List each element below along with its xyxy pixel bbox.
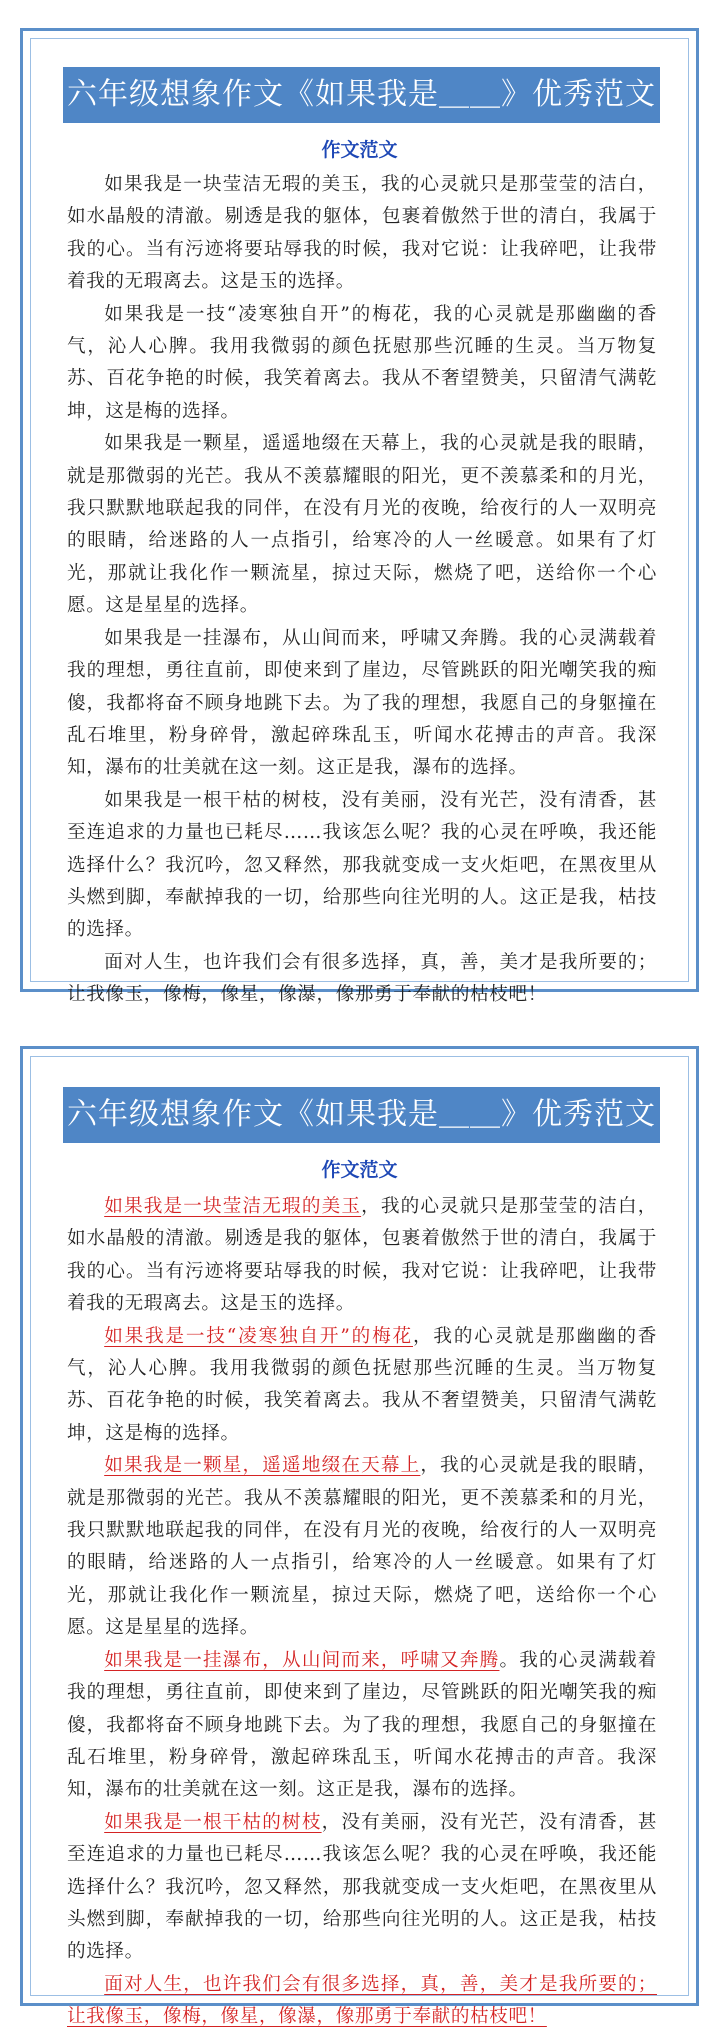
highlighted-lead: 面对人生，也许我们会有很多选择，真，善，美才是我所要的；让我像玉，像梅，像星，像瀑，像那勇于奉献的枯枝吧！	[67, 1973, 657, 2028]
paragraph-conclusion	[67, 1969, 657, 2034]
paragraph-star	[67, 428, 657, 622]
paragraph-rest: ，我的心灵就是那幽幽的香气，沁人心脾。我用我微弱的颜色抚慰那些沉睡的生灵。当万物复苏、百花争艳的时候，我笑着离去。我从不奢望赞美，只留清气满乾坤，这是梅的选择。	[67, 303, 657, 422]
paragraph-lead: 如果我是一颗星，遥遥地缀在天幕上	[104, 433, 421, 455]
paragraph-waterfall	[67, 623, 657, 785]
paragraph-waterfall	[67, 1645, 657, 1807]
paragraph-rest: 。我的心灵满载着我的理想，勇往直前，即使来到了崖边，尽管跳跃的阳光嘲笑我的痴傻，我都将奋不顾身地跳下去。为了我的理想，我愿自己的身躯撞在乱石堆里，粉身碎骨，激起碎珠乱玉，听闻水花搏击的声音。我深知，瀑布的壮美就在这一刻。这正是我，瀑布的选择。	[67, 627, 657, 779]
essay-title-banner: 六年级想象作文《如果我是＿＿》优秀范文	[63, 67, 660, 123]
paragraph-branch	[67, 1807, 657, 1969]
paragraph-lead: 如果我是一技“凌寒独自开”的梅花	[104, 303, 413, 325]
highlighted-lead: 如果我是一颗星，遥遥地缀在天幕上	[104, 1455, 421, 1477]
essay-body	[67, 1191, 657, 2034]
paragraph-lead: 如果我是一块莹洁无瑕的美玉	[104, 174, 362, 195]
paragraph-plum	[67, 299, 657, 429]
essay-subtitle: 作文范文	[321, 139, 398, 161]
paragraph-plum	[67, 1321, 657, 1451]
highlighted-lead: 如果我是一块莹洁无瑕的美玉	[104, 1196, 362, 1217]
paragraph-rest: ，我的心灵就是我的眼睛，就是那微弱的光芒。我从不羡慕耀眼的阳光，更不羡慕柔和的月光，我只默默地联起我的同伴，在没有月光的夜晚，给夜行的人一双明亮的眼睛，给迷路的人一点指引，给寒冷的人一丝暖意。如果有了灯光，那就让我化作一颗流星，掠过天际，燃烧了吧，送给你一个心愿。这是星星的选择。	[67, 1455, 657, 1639]
paragraph-rest: ，没有美丽，没有光芒，没有清香，甚至连追求的力量也已耗尽……我该怎么呢？我的心灵在呼唤，我还能选择什么？我沉吟，忽又释然，那我就变成一支火炬吧，在黑夜里从头燃到脚，奉献掉我的一切，给那些向往光明的人。这正是我，枯技的选择。	[67, 789, 657, 941]
essay-card-annotated	[20, 1046, 699, 2028]
highlighted-lead: 如果我是一技“凌寒独自开”的梅花	[104, 1325, 413, 1347]
essay-subtitle: 作文范文	[321, 1159, 398, 1181]
essay-body	[67, 169, 657, 1012]
paragraph-rest: ，我的心灵就是那幽幽的香气，沁人心脾。我用我微弱的颜色抚慰那些沉睡的生灵。当万物复苏、百花争艳的时候，我笑着离去。我从不奢望赞美，只留清气满乾坤，这是梅的选择。	[67, 1325, 657, 1444]
paragraph-lead: 如果我是一挂瀑布，从山间而来，呼啸又奔腾	[104, 627, 500, 649]
paragraph-rest: 。我的心灵满载着我的理想，勇往直前，即使来到了崖边，尽管跳跃的阳光嘲笑我的痴傻，我都将奋不顾身地跳下去。为了我的理想，我愿自己的身躯撞在乱石堆里，粉身碎骨，激起碎珠乱玉，听闻水花搏击的声音。我深知，瀑布的壮美就在这一刻。这正是我，瀑布的选择。	[67, 1649, 657, 1801]
paragraph-jade	[67, 169, 657, 299]
paragraph-star	[67, 1450, 657, 1644]
highlighted-lead: 如果我是一挂瀑布，从山间而来，呼啸又奔腾	[104, 1649, 500, 1671]
paragraph-lead: 如果我是一根干枯的树枝	[104, 789, 322, 811]
paragraph-rest: ，我的心灵就是我的眼睛，就是那微弱的光芒。我从不羡慕耀眼的阳光，更不羡慕柔和的月光，我只默默地联起我的同伴，在没有月光的夜晚，给夜行的人一双明亮的眼睛，给迷路的人一点指引，给寒冷的人一丝暖意。如果有了灯光，那就让我化作一颗流星，掠过天际，燃烧了吧，送给你一个心愿。这是星星的选择。	[67, 433, 657, 617]
essay-title-banner: 六年级想象作文《如果我是＿＿》优秀范文	[63, 1087, 660, 1143]
highlighted-lead: 如果我是一根干枯的树枝	[104, 1811, 322, 1833]
paragraph-rest: ，我的心灵就只是那莹莹的洁白，如水晶般的清澈。剔透是我的躯体，包裹着傲然于世的清白，我属于我的心。当有污迹将要玷辱我的时候，我对它说：让我碎吧，让我带着我的无瑕离去。这是玉的选择。	[67, 1196, 657, 1315]
paragraph-lead: 面对人生，也许我们会有很多选择，真，善，美才是我所要的；让我像玉，像梅，像星，像瀑，像那勇于奉献的枯枝吧！	[67, 951, 657, 1006]
paragraph-branch	[67, 785, 657, 947]
paragraph-jade	[67, 1191, 657, 1321]
paragraph-conclusion	[67, 947, 657, 1012]
paragraph-rest: ，没有美丽，没有光芒，没有清香，甚至连追求的力量也已耗尽……我该怎么呢？我的心灵在呼唤，我还能选择什么？我沉吟，忽又释然，那我就变成一支火炬吧，在黑夜里从头燃到脚，奉献掉我的一切，给那些向往光明的人。这正是我，枯技的选择。	[67, 1811, 657, 1963]
essay-card-plain	[20, 28, 699, 1006]
paragraph-rest: ，我的心灵就只是那莹莹的洁白，如水晶般的清澈。剔透是我的躯体，包裹着傲然于世的清白，我属于我的心。当有污迹将要玷辱我的时候，我对它说：让我碎吧，让我带着我的无瑕离去。这是玉的选择。	[67, 174, 657, 293]
